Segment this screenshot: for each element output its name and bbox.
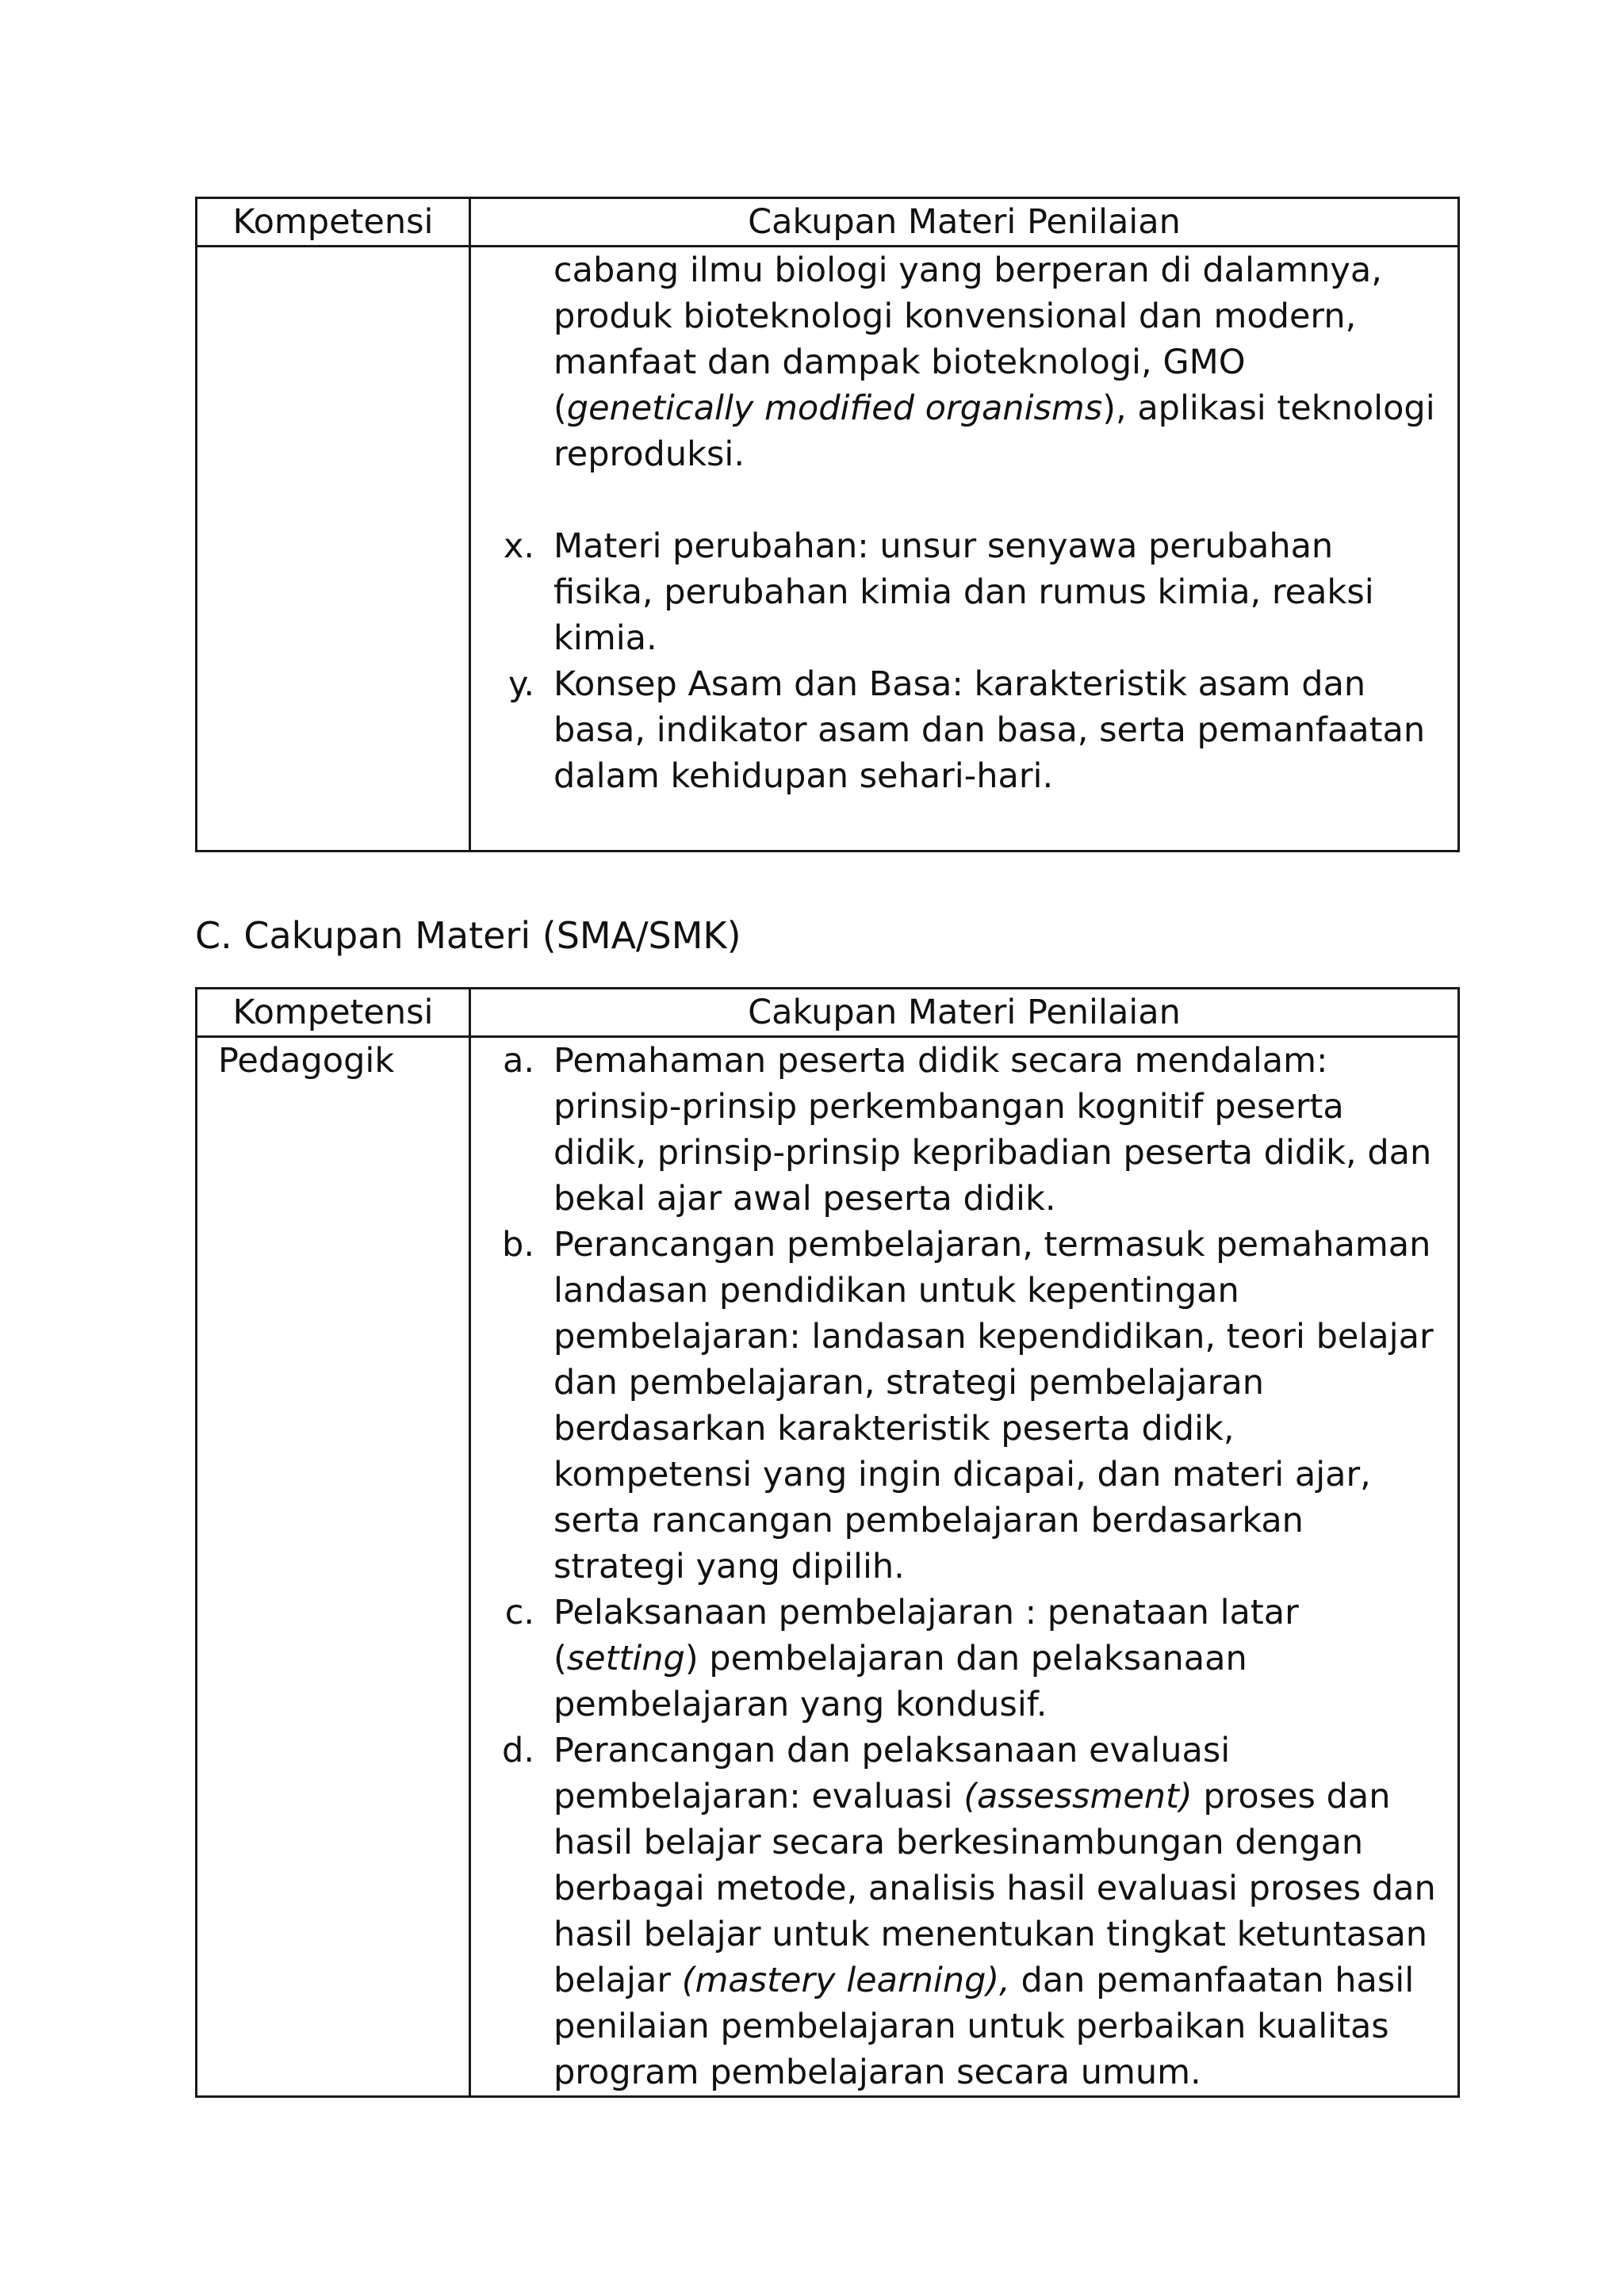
list-marker: b. [502,1225,534,1265]
list-item [471,661,1457,799]
header-kompetensi: Kompetensi [197,989,470,1037]
list-item [471,1222,1457,1590]
list-marker: c. [504,1593,534,1632]
kompetensi-cell-empty [197,247,470,851]
spacer [471,477,1457,523]
list-item-text [553,1590,1457,1728]
list-item [471,1590,1457,1728]
italic-term: (assessment) [963,1777,1193,1816]
materi-list [471,1038,1457,2095]
list-item [471,1728,1457,2095]
competency-table-continued [195,197,1460,852]
competency-table-sma-smk [195,987,1460,2098]
text-segment: Perancangan dan pelaksanaan evaluasi pembelajaran: evaluasi [553,1731,1231,1816]
list-marker: y. [508,664,534,704]
cakupan-cell [470,247,1459,851]
text-segment: Pelaksanaan pembelajaran : penataan latar ( [553,1593,1299,1678]
list-item [471,523,1457,661]
list-item-text: Perancangan pembelajaran, termasuk pemahaman landasan pendidikan untuk kepentingan pembelajaran: landasan kependidikan, teori belajar dan pembelajaran, strategi pembelajaran berdasarkan karakteristik peserta didik, kompetensi yang ingin dicapai, dan materi ajar, serta rancangan pembelajaran berdasarkan strategi yang dipilih. [553,1225,1434,1586]
list-item [471,1038,1457,1222]
text-segment: cabang ilmu biologi yang berperan di dalamnya, produk bioteknologi konvensional dan modern, manfaat dan dampak bioteknologi, GMO ( [553,251,1382,428]
table-row [197,1037,1459,2097]
header-cakupan-materi: Cakupan Materi Penilaian [470,989,1459,1037]
list-marker: d. [502,1731,534,1770]
list-item-text: Materi perubahan: unsur senyawa perubahan fisika, perubahan kimia dan rumus kimia, reaksi kimia. [553,526,1374,658]
list-item-text [553,1728,1457,2095]
italic-term: genetically modified organisms [566,388,1103,428]
list-marker: a. [502,1041,534,1081]
kompetensi-cell: Pedagogik [197,1037,470,2097]
table-header-row [197,989,1459,1037]
italic-term: (mastery learning), [681,1961,1010,2000]
continued-list-text [471,247,1457,477]
materi-list [471,523,1457,799]
list-item-text: Pemahaman peserta didik secara mendalam: prinsip-prinsip perkembangan kognitif peserta didik, prinsip-prinsip kepribadian peserta didik, dan bekal ajar awal peserta didik. [553,1041,1432,1219]
header-cakupan-materi: Cakupan Materi Penilaian [470,198,1459,247]
table-header-row [197,198,1459,247]
text-segment: ) pembelajaran dan pelaksanaan pembelajaran yang kondusif. [553,1639,1247,1724]
list-item-text: Konsep Asam dan Basa: karakteristik asam dan basa, indikator asam dan basa, serta pemanfaatan dalam kehidupan sehari-hari. [553,664,1426,796]
cakupan-cell [470,1037,1459,2097]
text-segment: ), aplikasi teknologi reproduksi. [553,388,1435,474]
text-segment: dan pemanfaatan hasil penilaian pembelajaran untuk perbaikan kualitas program pembelajaran secara umum. [553,1961,1415,2092]
header-kompetensi: Kompetensi [197,198,470,247]
table-row [197,247,1459,851]
text-segment: proses dan hasil belajar secara berkesinambungan dengan berbagai metode, analisis hasil evaluasi proses dan hasil belajar untuk menentukan tingkat ketuntasan belajar [553,1777,1436,2000]
italic-term: setting [566,1639,685,1678]
list-marker: x. [503,526,534,566]
section-heading: C. Cakupan Materi (SMA/SMK) [195,914,741,957]
